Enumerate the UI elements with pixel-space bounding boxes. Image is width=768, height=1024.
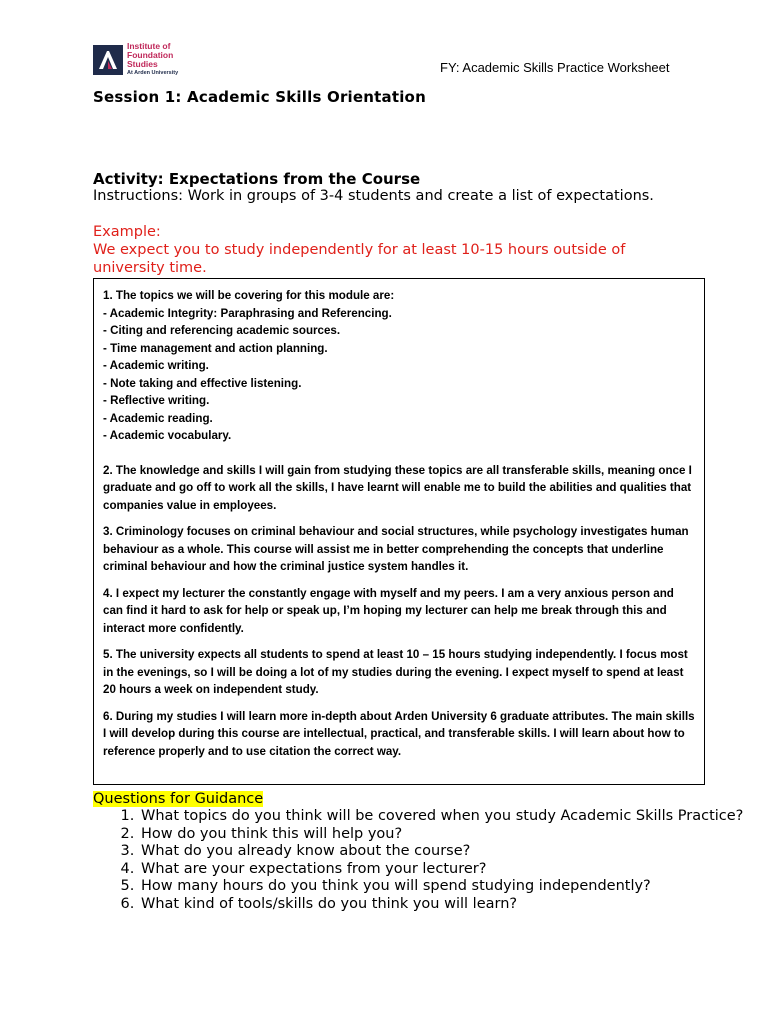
answer-box	[93, 278, 705, 785]
topic-item: - Academic reading.	[103, 411, 213, 425]
logo-mark-icon	[93, 45, 123, 75]
document-header-title: FY: Academic Skills Practice Worksheet	[440, 60, 670, 75]
logo-subtitle: At Arden University	[127, 70, 179, 76]
example-text: We expect you to study independently for at least 10-15 hours outside of university time.	[93, 242, 626, 276]
example-label: Example:	[93, 224, 161, 240]
topic-item: - Citing and referencing academic sources.	[103, 324, 341, 337]
topic-item: - Academic vocabulary.	[103, 429, 232, 442]
logo-line-3: Studies	[127, 59, 158, 69]
guidance-heading: Questions for Guidance	[93, 791, 264, 807]
topic-item: - Academic writing.	[103, 359, 209, 372]
activity-instructions: Instructions: Work in groups of 3-4 students and create a list of expectations.	[93, 188, 654, 204]
topic-item: - Note taking and effective listening.	[103, 376, 302, 390]
topic-item: - Reflective writing.	[103, 394, 210, 407]
answer-paragraph-2: 2. The knowledge and skills I will gain from studying these topics are all transferable skills, meaning once I graduate and go off to work all the skills, I have learnt will enable me to build the abilities and qualities that companies value in employees.	[103, 463, 692, 512]
guidance-question: 3. What do you already know about the course?	[139, 843, 768, 861]
guidance-question: 4. What are your expectations from your lecturer?	[139, 861, 768, 879]
institution-logo	[93, 42, 178, 77]
topic-item: - Academic Integrity: Paraphrasing and Referencing.	[103, 306, 392, 320]
session-title: Session 1: Academic Skills Orientation	[93, 88, 426, 106]
guidance-question: 2. How do you think this will help you?	[139, 826, 768, 844]
logo-line-1: Institute of	[127, 41, 171, 51]
answer-paragraph-5: 5. The university expects all students to spend at least 10 – 15 hours studying independently. I focus most in the evenings, so I will be doing a lot of my studies during the evening. I expect myself to spend at least 20 hours a week on independent study.	[103, 648, 688, 696]
logo-a-icon	[96, 48, 120, 72]
guidance-question: 6. What kind of tools/skills do you think you will learn?	[139, 896, 768, 914]
answer-paragraph-4: 4. I expect my lecturer the constantly engage with myself and my peers. I am a very anxious person and can find it hard to ask for help or speak up, I’m hoping my lecturer can help me break through this and interact more confidently.	[103, 586, 674, 635]
guidance-question: 5. How many hours do you think you will spend studying independently?	[139, 878, 768, 896]
answer-paragraph-6: 6. During my studies I will learn more in-depth about Arden University 6 graduate attributes. The main skills I will develop during this course are intellectual, practical, and transferable skills. I will learn about how to reference properly and to use citation the correct way.	[103, 709, 695, 758]
topics-intro: 1. The topics we will be covering for this module are:	[103, 289, 395, 302]
logo-text	[127, 42, 178, 77]
topic-item: - Time management and action planning.	[103, 341, 328, 355]
logo-line-2: Foundation	[127, 50, 174, 60]
guidance-question: 1. What topics do you think will be covered when you study Academic Skills Practice?	[139, 808, 768, 826]
guidance-questions	[93, 808, 768, 913]
answer-paragraph-3: 3. Criminology focuses on criminal behaviour and social structures, while psychology investigates human behaviour as a whole. This course will assist me in better comprehending the concepts that underline criminal behaviour and how the criminal justice system handles it.	[103, 525, 689, 573]
activity-title: Activity: Expectations from the Course	[93, 170, 421, 188]
